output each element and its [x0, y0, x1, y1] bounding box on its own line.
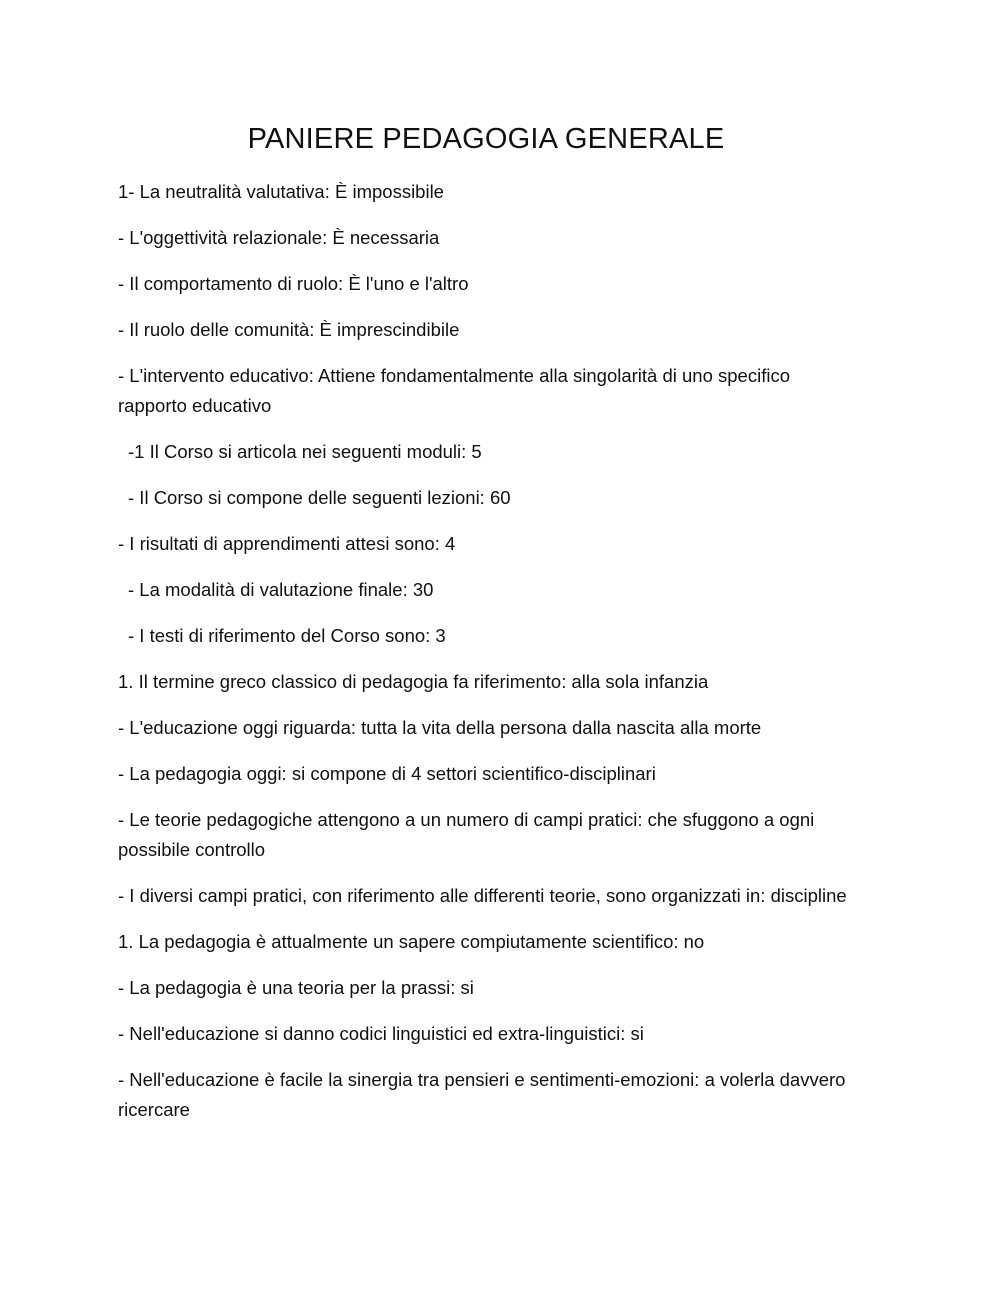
text-line: - Le teorie pedagogiche attengono a un numero di campi pratici: che sfuggono a ogni possibile controllo: [118, 809, 815, 860]
text-line: -1 Il Corso si articola nei seguenti moduli: 5: [128, 441, 482, 462]
text-line: - La pedagogia oggi: si compone di 4 settori scientifico-disciplinari: [118, 763, 656, 784]
text-line: - Il comportamento di ruolo: È l'uno e l'altro: [118, 273, 469, 294]
document-title: PANIERE PEDAGOGIA GENERALE: [247, 123, 725, 155]
text-line: - L'oggettività relazionale: È necessaria: [118, 227, 440, 248]
text-line: - I diversi campi pratici, con riferimento alle differenti teorie, sono organizzati in: discipline: [118, 885, 847, 906]
text-line: - Nell'educazione è facile la sinergia tra pensieri e sentimenti-emozioni: a volerla davvero ricercare: [118, 1069, 846, 1120]
text-line: - L'educazione oggi riguarda: tutta la vita della persona dalla nascita alla morte: [118, 717, 762, 738]
text-line: 1- La neutralità valutativa: È impossibile: [118, 181, 444, 202]
document-body: [118, 177, 863, 1141]
text-line: - Il ruolo delle comunità: È imprescindibile: [118, 319, 460, 340]
text-line: - La modalità di valutazione finale: 30: [128, 579, 434, 600]
text-line: - I risultati di apprendimenti attesi sono: 4: [118, 533, 456, 554]
text-line: - Il Corso si compone delle seguenti lezioni: 60: [128, 487, 511, 508]
text-line: 1. Il termine greco classico di pedagogia fa riferimento: alla sola infanzia: [118, 671, 709, 692]
text-line: - I testi di riferimento del Corso sono: 3: [128, 625, 446, 646]
text-line: - La pedagogia è una teoria per la prassi: si: [118, 977, 474, 998]
text-line: - Nell'educazione si danno codici linguistici ed extra-linguistici: si: [118, 1023, 644, 1044]
text-line: - L'intervento educativo: Attiene fondamentalmente alla singolarità di uno specifico rapporto educativo: [118, 365, 790, 416]
text-line: 1. La pedagogia è attualmente un sapere compiutamente scientifico: no: [118, 931, 705, 952]
